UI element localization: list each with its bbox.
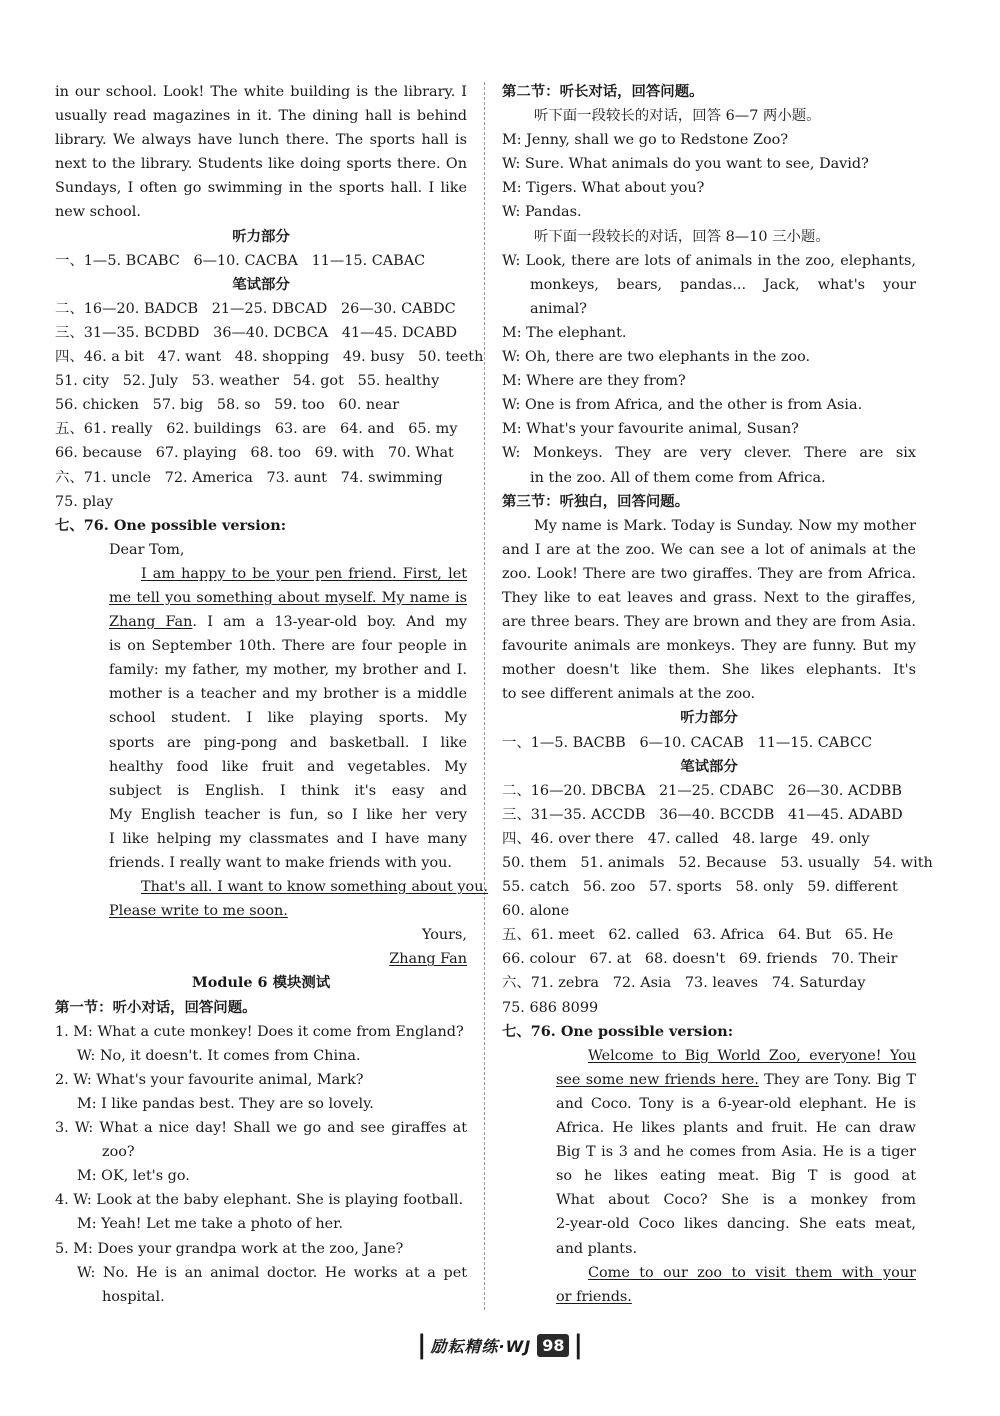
answer-line: 一、1—5. BACBB 6—10. CACAB 11—15. CABCC xyxy=(502,734,873,751)
monologue-line: to see different animals at the zoo. xyxy=(502,686,756,703)
answer-line: 三、31—35. ACCDB 36—40. BCCDB 41—45. ADABD xyxy=(502,806,903,823)
essay-line: Big T is 3 and he comes from Asia. He is a tiger xyxy=(556,1144,916,1161)
dialogue-line: zoo? xyxy=(102,1144,135,1161)
answer-line: 四、46. a bit 47. want 48. shopping 49. busy 50. teeth xyxy=(55,349,484,366)
sample-essay xyxy=(502,1044,916,1309)
dialogue-line: W: Pandas. xyxy=(502,204,582,221)
column-divider xyxy=(484,82,485,1310)
dialogue-line: hospital. xyxy=(102,1288,165,1305)
essay-line xyxy=(556,1285,916,1309)
dialogue-line: 1. M: What a cute monkey! Does it come from England? xyxy=(55,1023,464,1040)
dialogue-line: M: Jenny, shall we go to Redstone Zoo? xyxy=(502,132,789,149)
essay-line: Africa. He likes plants and fruit. He can draw xyxy=(556,1120,916,1137)
module-title: Module 6 模块测试 xyxy=(191,974,331,992)
answer-line: 75. play xyxy=(55,493,113,510)
dialogue-line: 4. W: Look at the baby elephant. She is playing football. xyxy=(55,1192,464,1209)
answer-line: 66. because 67. playing 68. too 69. with 70. What xyxy=(55,445,454,462)
sample-letter xyxy=(55,538,489,972)
dialogue-line: W: Sure. What animals do you want to see, David? xyxy=(502,156,869,173)
section-instruction: 听下面一段较长的对话，回答 8—10 三小题。 xyxy=(534,228,830,245)
essay-line: and plants. xyxy=(556,1240,638,1257)
letter-closing: Yours, xyxy=(421,927,467,944)
dialogue-line: W: Look, there are lots of animals in the zoo, elephants, xyxy=(502,252,916,269)
dialogue-line: in the zoo. All of them come from Africa. xyxy=(530,469,826,486)
dialogue-line: M: What's your favourite animal, Susan? xyxy=(502,421,799,438)
section-title: 第三节：听独白，回答问题。 xyxy=(502,492,690,510)
passage-line: in our school. Look! The white building is the library. I xyxy=(55,84,467,100)
page-footer xyxy=(0,1330,1000,1360)
letter-signature: Zhang Fan xyxy=(389,951,467,968)
letter-line: healthy food like fruit and vegetables. My xyxy=(109,758,467,775)
underlined-phrase: or friends. xyxy=(556,1288,632,1305)
dialogue-line: M: Tigers. What about you? xyxy=(502,180,705,197)
dialogue-line: W: No. He is an animal doctor. He works at a pet xyxy=(77,1264,467,1281)
answer-line: 二、16—20. DBCBA 21—25. CDABC 26—30. ACDBB xyxy=(502,782,902,799)
bracket-left-icon: | xyxy=(417,1330,427,1360)
underlined-phrase: I am happy to be your pen friend. First, let xyxy=(141,565,467,582)
letter-line xyxy=(109,610,467,634)
essay-line xyxy=(556,1044,916,1068)
underlined-phrase: Please write to me soon. xyxy=(109,903,288,920)
passage-line: next to the library. Students like doing sports there. On xyxy=(55,156,467,173)
writing-task-title: 七、76. One possible version: xyxy=(502,1022,734,1040)
underlined-phrase: Zhang Fan xyxy=(109,614,193,631)
letter-line xyxy=(109,562,467,586)
essay-line xyxy=(556,1068,916,1092)
section-title: 第二节：听长对话，回答问题。 xyxy=(502,83,704,100)
dialogue-line: W: Monkeys. They are very clever. There are six xyxy=(502,445,916,462)
letter-greeting: Dear Tom, xyxy=(109,541,185,558)
letter-line xyxy=(109,899,467,923)
dialogue-line: W: No, it doesn't. It comes from China. xyxy=(77,1047,361,1064)
answer-line: 50. them 51. animals 52. Because 53. usually 54. with xyxy=(502,855,933,871)
dialogue-line: M: Where are they from? xyxy=(502,373,686,390)
monologue-line: They like to eat leaves and grass. Next to the giraffes, xyxy=(502,589,916,606)
answer-line: 55. catch 56. zoo 57. sports 58. only 59. different xyxy=(502,879,898,896)
answer-line: 51. city 52. July 53. weather 54. got 55. healthy xyxy=(55,373,440,390)
letter-line: family: my father, my mother, my brother and I. xyxy=(109,662,467,679)
letter-line: subject is English. I think it's easy and xyxy=(109,782,467,799)
dialogue-line: 3. W: What a nice day! Shall we go and see giraffes at xyxy=(55,1120,467,1137)
essay-line: 2-year-old Coco likes dancing. She eats meat, xyxy=(556,1216,916,1233)
dialogue-line: M: I like pandas best. They are so lovely. xyxy=(77,1095,374,1112)
dialogue-line: 2. W: What's your favourite animal, Mark? xyxy=(55,1071,364,1088)
passage-line: Sundays, I often go swimming in the sports hall. I like xyxy=(55,180,467,197)
dialogue-line: animal? xyxy=(530,300,587,317)
answer-line: 66. colour 67. at 68. doesn't 69. friends 70. Their xyxy=(502,951,898,968)
answer-line: 一、1—5. BCABC 6—10. CACBA 11—15. CABAC xyxy=(55,252,426,269)
passage-line: usually read magazines in it. The dining hall is behind xyxy=(55,108,467,125)
letter-line: My English teacher is fun, so I like her very xyxy=(109,806,467,823)
essay-line: What about Coco? She is a monkey from xyxy=(556,1192,916,1209)
answer-line: 五、61. really 62. buildings 63. are 64. and 65. my xyxy=(55,421,458,438)
monologue-line: favourite animals are monkeys. They are funny. But my xyxy=(502,638,916,655)
answer-line: 四、46. over there 47. called 48. large 49. only xyxy=(502,830,870,847)
letter-line: is on September 10th. There are four people in xyxy=(109,638,467,655)
section-title: 第一节：听小对话，回答问题。 xyxy=(55,998,257,1016)
section-instruction: 听下面一段较长的对话，回答 6—7 两小题。 xyxy=(534,108,821,125)
essay-text: They are Tony. Big T xyxy=(758,1071,916,1088)
dialogue-line: M: OK, let's go. xyxy=(77,1168,190,1185)
letter-line: sports are ping-pong and basketball. I like xyxy=(109,734,467,751)
bracket-right-icon: | xyxy=(573,1330,583,1360)
underlined-phrase: Welcome to Big World Zoo, everyone! You xyxy=(588,1047,916,1064)
essay-line: so he likes eating meat. Big T is good at xyxy=(556,1168,916,1185)
answer-line: 六、71. zebra 72. Asia 73. leaves 74. Saturday xyxy=(502,975,866,992)
letter-line: I like helping my classmates and I have many xyxy=(109,830,467,847)
letter-line: friends. I really want to make friends with you. xyxy=(109,855,453,871)
monologue-line: and I are at the zoo. We can see a lot of animals at the xyxy=(502,541,916,558)
underlined-phrase: me tell you something about myself. My name is xyxy=(109,589,467,606)
underlined-phrase: That's all. I want to know something about you. xyxy=(141,879,489,896)
writing-heading: 笔试部分 xyxy=(680,757,738,775)
left-column xyxy=(55,80,489,1309)
letter-line xyxy=(109,875,489,899)
underlined-phrase: see some new friends here. xyxy=(556,1071,759,1088)
passage-line: new school. xyxy=(55,204,141,221)
monologue-line: My name is Mark. Today is Sunday. Now my mother xyxy=(534,517,916,534)
brand-name: 励耘精练·WJ xyxy=(430,1336,532,1356)
page-number: 98 xyxy=(537,1334,569,1357)
answer-line: 六、71. uncle 72. America 73. aunt 74. swimming xyxy=(55,469,443,486)
dialogue-line: 5. M: Does your grandpa work at the zoo, Jane? xyxy=(55,1240,404,1257)
letter-line xyxy=(109,586,467,610)
listening-heading: 听力部分 xyxy=(232,227,290,245)
passage-line: library. We always have lunch there. The sports hall is xyxy=(55,132,467,149)
dialogue-line: W: One is from Africa, and the other is from Asia. xyxy=(502,397,863,414)
writing-heading: 笔试部分 xyxy=(232,275,290,293)
dialogue-line: monkeys, bears, pandas... Jack, what's your xyxy=(530,276,916,293)
dialogue-line: M: The elephant. xyxy=(502,324,627,341)
writing-task-title: 七、76. One possible version: xyxy=(55,516,287,534)
underlined-phrase: Come to our zoo to visit them with your xyxy=(588,1264,916,1281)
monologue-line: mother doesn't like them. She likes elephants. It's xyxy=(502,662,916,679)
monologue-line: zoo. Look! There are two giraffes. They are from Africa. xyxy=(502,565,916,582)
answer-line: 五、61. meet 62. called 63. Africa 64. But 65. He xyxy=(502,927,894,944)
letter-text: . I am a 13-year-old boy. And my xyxy=(192,614,467,631)
answer-line: 三、31—35. BCDBD 36—40. DCBCA 41—45. DCABD xyxy=(55,324,458,341)
monologue-line: are three bears. They are brown and they are from Asia. xyxy=(502,614,916,631)
letter-line: mother is a teacher and my brother is a middle xyxy=(109,686,467,703)
answer-line: 60. alone xyxy=(502,903,570,920)
dialogue-line: W: Oh, there are two elephants in the zoo. xyxy=(502,349,811,366)
answer-line: 75. 686 8099 xyxy=(502,999,599,1016)
listening-heading: 听力部分 xyxy=(680,709,738,727)
dialogue-line: M: Yeah! Let me take a photo of her. xyxy=(77,1216,344,1233)
answer-line: 56. chicken 57. big 58. so 59. too 60. near xyxy=(55,397,400,414)
answer-line: 二、16—20. BADCB 21—25. DBCAD 26—30. CABDC xyxy=(55,300,456,317)
footer-badge xyxy=(417,1330,583,1360)
essay-line xyxy=(556,1261,916,1285)
letter-line: school student. I like playing sports. My xyxy=(109,710,467,727)
right-column xyxy=(502,80,933,1309)
essay-line: and Coco. Tony is a 6-year-old elephant. He is xyxy=(556,1095,916,1112)
